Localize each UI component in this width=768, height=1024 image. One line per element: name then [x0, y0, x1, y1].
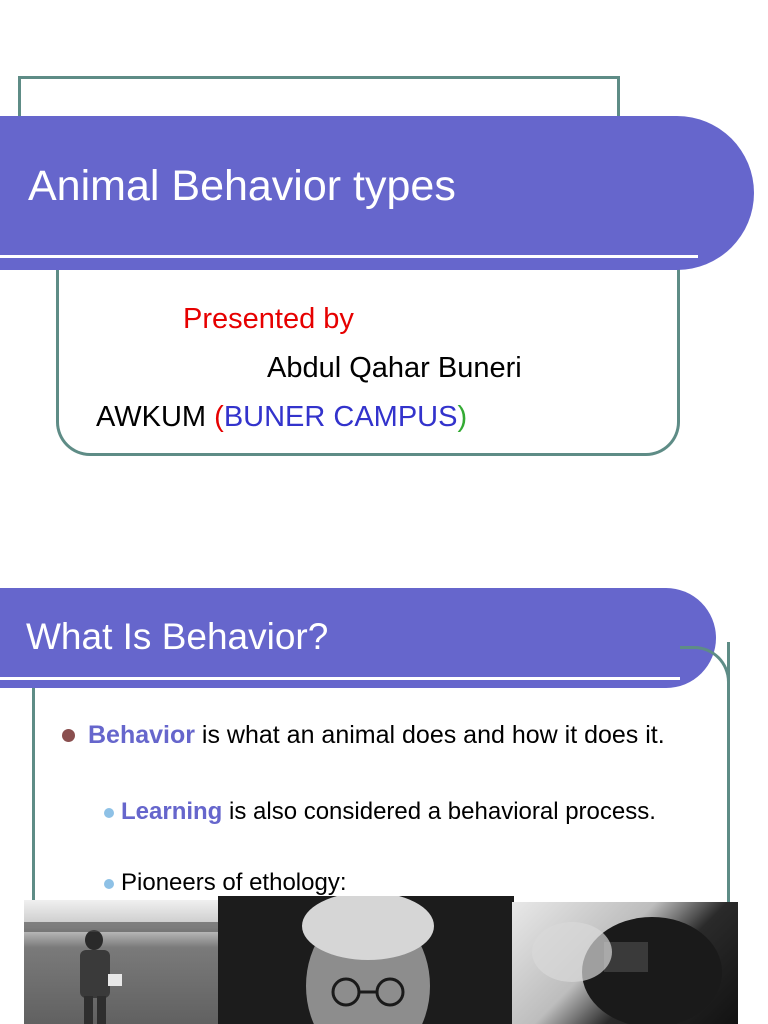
affiliation-open-paren: ( — [214, 401, 224, 433]
sub-bullet-item — [121, 866, 681, 899]
content-slide — [0, 512, 768, 1024]
affiliation-campus: BUNER CAMPUS — [223, 401, 458, 433]
affiliation-org: AWKUM — [96, 401, 215, 433]
bullet-item — [88, 718, 688, 753]
photo-portrait-glasses — [218, 896, 514, 1024]
affiliation — [96, 401, 467, 434]
slide-title: What Is Behavior? — [26, 616, 329, 657]
photo-man-in-field — [24, 900, 220, 1024]
sub-bullet-text: Pioneers of ethology: — [121, 869, 347, 896]
sub-bullet-dot-icon — [104, 808, 114, 818]
affiliation-close-paren: ) — [457, 401, 468, 433]
pioneer-photos — [24, 896, 744, 1024]
author-name: Abdul Qahar Buneri — [267, 352, 522, 384]
bullet-keyword: Behavior — [88, 721, 195, 749]
bullet-dot-icon — [62, 729, 75, 742]
sub-bullet-item — [121, 795, 681, 828]
sub-bullet-keyword: Learning — [121, 798, 223, 825]
photo-man-with-camera — [512, 902, 738, 1024]
title-rule — [0, 677, 680, 680]
sub-bullet-text: is also considered a behavioral process. — [222, 798, 656, 825]
presented-by-label: Presented by — [183, 303, 354, 335]
sub-bullet-dot-icon — [104, 879, 114, 889]
slide-title: Animal Behavior types — [28, 162, 456, 210]
title-rule — [0, 255, 698, 258]
bullet-text: is what an animal does and how it does it. — [194, 721, 665, 749]
